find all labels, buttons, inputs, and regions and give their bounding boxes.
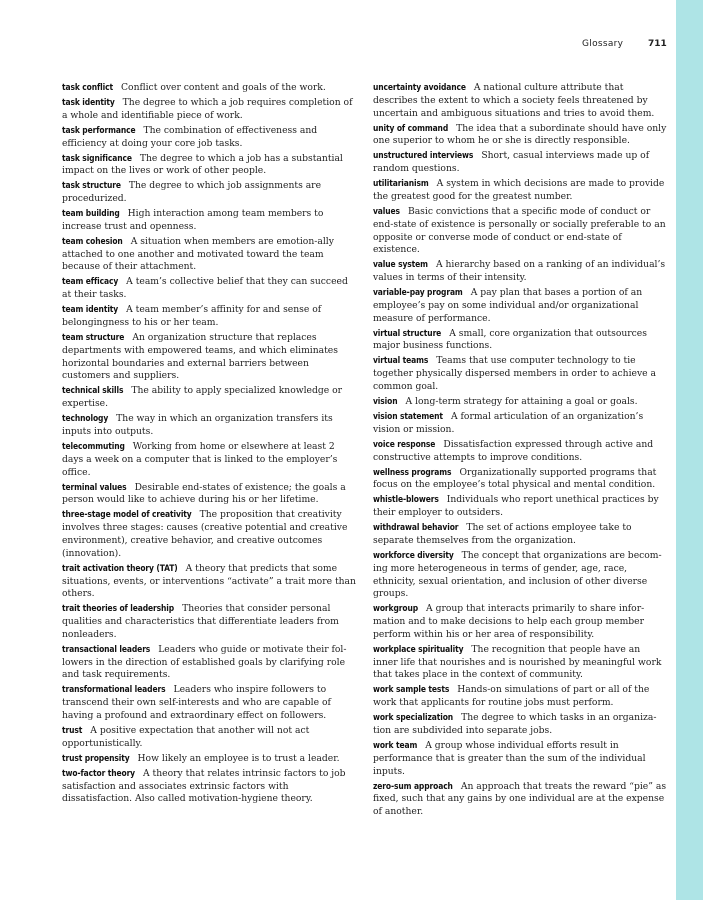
glossary-entry — [373, 438, 667, 465]
glossary-entry — [373, 122, 667, 149]
glossary-entry — [373, 177, 667, 204]
glossary-definition: A pay plan that bases a portion of an employee’s pay on some individual and/or organizational measure of performance. — [373, 287, 643, 324]
glossary-term: transformational leaders — [62, 684, 166, 695]
glossary-term: utilitarianism — [373, 178, 429, 189]
glossary-term: unstructured interviews — [373, 150, 474, 161]
glossary-term: trait theories of leadership — [62, 603, 175, 614]
glossary-entry — [62, 767, 356, 806]
glossary-term: task identity — [62, 96, 115, 107]
glossary-definition: A system in which decisions are made to provide the greatest good for the greatest number. — [373, 178, 665, 202]
glossary-entry — [62, 303, 356, 330]
glossary-definition: Basic convictions that a specific mode of conduct or end-state of existence is personally or socially preferable to an opposite or converse mode of conduct or end-state of existence. — [373, 205, 666, 256]
glossary-term: workforce diversity — [373, 549, 454, 560]
glossary-definition: A positive expectation that another will not act opportunistically. — [62, 725, 310, 749]
glossary-definition: An approach that treats the reward “pie” as fixed, such that any gains by one individual are at the expense of another. — [373, 780, 667, 818]
glossary-term: two-factor theory — [62, 767, 135, 778]
glossary-entry — [373, 466, 667, 493]
glossary-entry — [373, 549, 667, 601]
glossary-definition: How likely an employee is to trust a leader. — [137, 752, 340, 764]
glossary-term: virtual structure — [373, 327, 442, 338]
glossary-term: whistle-blowers — [373, 494, 439, 505]
glossary-definition: An organization structure that replaces departments with empowered teams, and which eliminates horizontal boundaries and external barriers between customers and suppliers. — [62, 332, 338, 382]
glossary-definition: Short, casual interviews made up of random questions. — [373, 150, 650, 175]
glossary-entry — [62, 724, 356, 751]
glossary-term: vision — [373, 396, 398, 407]
glossary-term: withdrawal behavior — [373, 522, 459, 533]
glossary-term: trait activation theory (TAT) — [62, 562, 178, 573]
glossary-entry — [373, 258, 667, 285]
glossary-entry — [373, 395, 667, 409]
glossary-entry — [373, 149, 667, 176]
glossary-entry — [62, 124, 356, 151]
glossary-definition: A formal articulation of an organization’s vision or mission. — [373, 411, 644, 435]
glossary-definition: A theory that relates intrinsic factors to job satisfaction and associates extrinsic factors with dissatisfaction. Also called motivation-hygiene theory. — [62, 767, 346, 805]
glossary-entry — [373, 739, 667, 778]
glossary-term: zero-sum approach — [373, 780, 453, 791]
glossary-entry — [373, 643, 667, 682]
glossary-definition: A small, core organization that outsources major business functions. — [373, 327, 647, 352]
glossary-term: terminal values — [62, 481, 127, 492]
glossary-term: task performance — [62, 124, 136, 135]
glossary-entry — [62, 96, 356, 123]
glossary-term: telecommuting — [62, 440, 125, 451]
glossary-column-left — [62, 81, 356, 807]
glossary-term: workplace spirituality — [373, 643, 464, 654]
glossary-term: wellness programs — [373, 466, 452, 477]
glossary-entry — [373, 602, 667, 641]
glossary-term: value system — [373, 259, 428, 270]
glossary-term: virtual teams — [373, 355, 429, 366]
glossary-entry — [62, 643, 356, 682]
glossary-term: trust propensity — [62, 752, 130, 763]
glossary-term: values — [373, 205, 400, 216]
glossary-definition: A situation when members are emotion-ally attached to one another and motivated toward the team because of their attachment. — [62, 235, 334, 273]
glossary-definition: Leaders who inspire followers to transcend their own self-interests and who are capable of having a profound and extraordinary effect on followers. — [62, 684, 331, 722]
glossary-definition: The way in which an organization transfers its inputs into outputs. — [62, 413, 333, 437]
glossary-definition: Theories that consider personal qualities and characteristics that differentiate leaders from nonleaders. — [62, 603, 339, 640]
glossary-term: workgroup — [373, 603, 419, 614]
glossary-definition: The concept that organizations are becom-ing more heterogeneous in terms of gender, age, race, ethnicity, sexual orientation, and inclusion of other diverse groups. — [373, 549, 662, 600]
glossary-definition: Leaders who guide or motivate their fol-lowers in the direction of established goals by clarifying role and task requirements. — [62, 643, 347, 681]
glossary-term: voice response — [373, 438, 436, 449]
page-number: 711 — [648, 39, 667, 49]
glossary-entry — [373, 286, 667, 325]
glossary-term: work specialization — [373, 712, 454, 723]
glossary-definition: High interaction among team members to increase trust and openness. — [62, 208, 324, 232]
glossary-term: work team — [373, 740, 418, 750]
glossary-definition: The ability to apply specialized knowledge or expertise. — [62, 385, 343, 410]
glossary-term: technical skills — [62, 385, 124, 396]
glossary-term: task conflict — [62, 82, 114, 92]
glossary-definition: Desirable end-states of existence; the goals a person would like to achieve during his or her lifetime. — [62, 481, 346, 506]
glossary-definition: Teams that use computer technology to tie together physically dispersed members in order to achieve a common goal. — [373, 355, 656, 393]
glossary-entry — [373, 493, 667, 520]
glossary-term: uncertainty avoidance — [373, 82, 466, 92]
glossary-entry — [62, 384, 356, 411]
glossary-definition: The recognition that people have an inner life that nourishes and is nourished by meaningful work that takes place in the context of community. — [373, 643, 662, 681]
section-title: Glossary — [582, 39, 624, 49]
glossary-definition: Organizationally supported programs that focus on the employee’s total physical and mental condition. — [373, 466, 657, 491]
glossary-term: trust — [62, 725, 83, 736]
glossary-entry — [62, 440, 356, 479]
glossary-definition: A hierarchy based on a ranking of an individual’s values in terms of their intensity. — [373, 259, 666, 284]
glossary-term: team building — [62, 208, 120, 219]
glossary-entry — [373, 354, 667, 393]
glossary-entry — [62, 481, 356, 508]
glossary-definition: A team’s collective belief that they can succeed at their tasks. — [62, 276, 348, 301]
glossary-definition: A group whose individual efforts result in performance that is greater than the sum of the individual inputs. — [373, 740, 646, 777]
glossary-definition: The proposition that creativity involves three stages: causes (creative potential and creative environment), creative behavior, and creative outcomes (innovation). — [62, 509, 348, 559]
glossary-entry — [373, 711, 667, 738]
glossary-term: vision statement — [373, 411, 443, 421]
glossary-term: task structure — [62, 180, 121, 191]
glossary-term: team efficacy — [62, 276, 119, 287]
glossary-term: variable-pay program — [373, 287, 463, 298]
glossary-term: technology — [62, 413, 109, 424]
glossary-entry — [62, 235, 356, 274]
glossary-definition: A team member’s affinity for and sense of belongingness to his or her team. — [62, 304, 322, 329]
glossary-entry — [62, 152, 356, 179]
glossary-definition: The combination of effectiveness and efficiency at doing your core job tasks. — [62, 124, 318, 149]
glossary-term: transactional leaders — [62, 643, 151, 654]
glossary-entry — [62, 508, 356, 560]
glossary-definition: A theory that predicts that some situations, events, or interventions “activate” a trait more than others. — [62, 562, 356, 600]
glossary-column-right — [373, 81, 667, 820]
glossary-entry — [62, 331, 356, 383]
glossary-entry — [373, 410, 667, 437]
glossary-entry — [62, 207, 356, 234]
glossary-term: work sample tests — [373, 684, 450, 695]
glossary-term: task significance — [62, 152, 132, 163]
glossary-entry — [373, 327, 667, 354]
glossary-term: team structure — [62, 332, 125, 343]
glossary-entry — [373, 780, 667, 819]
glossary-definition: The idea that a subordinate should have only one superior to whom he or she is directly responsible. — [373, 122, 667, 147]
glossary-entry — [373, 81, 667, 120]
glossary-definition: Conflict over content and goals of the work. — [121, 82, 326, 93]
glossary-definition: A national culture attribute that describes the extent to which a society feels threatened by uncertain and ambiguous situations and tries to avoid them. — [373, 82, 655, 119]
glossary-entry — [373, 205, 667, 257]
glossary-entry — [62, 683, 356, 722]
glossary-definition: The degree to which a job requires completion of a whole and identifiable piece of work. — [62, 96, 353, 121]
page-edge-color-band — [676, 0, 703, 900]
glossary-entry — [62, 412, 356, 439]
glossary-definition: Individuals who report unethical practices by their employer to outsiders. — [373, 494, 659, 519]
glossary-entry — [62, 562, 356, 601]
glossary-term: team identity — [62, 304, 119, 315]
glossary-entry — [373, 521, 667, 548]
glossary-definition: The set of actions employee take to separate themselves from the organization. — [373, 522, 632, 546]
glossary-entry — [62, 752, 356, 766]
glossary-entry — [62, 81, 356, 95]
glossary-term: team cohesion — [62, 235, 123, 246]
glossary-term: unity of command — [373, 122, 449, 133]
glossary-entry — [62, 179, 356, 206]
glossary-definition: Working from home or elsewhere at least 2 days a week on a computer that is linked to the employer’s office. — [62, 440, 338, 478]
glossary-entry — [62, 275, 356, 302]
glossary-definition: The degree to which a job has a substantial impact on the lives or work of other people. — [62, 152, 343, 177]
glossary-definition: Hands-on simulations of part or all of the work that applicants for routine jobs must perform. — [373, 684, 650, 709]
glossary-definition: The degree to which tasks in an organiza-tion are subdivided into separate jobs. — [373, 712, 657, 737]
glossary-definition: A group that interacts primarily to share infor-mation and to make decisions to help each group member perform within his or her area of responsibility. — [373, 603, 645, 640]
glossary-definition: A long-term strategy for attaining a goal or goals. — [405, 396, 638, 408]
glossary-definition: The degree to which job assignments are procedurized. — [62, 180, 322, 205]
glossary-term: three-stage model of creativity — [62, 509, 192, 520]
glossary-entry — [373, 683, 667, 710]
glossary-definition: Dissatisfaction expressed through active and constructive attempts to improve conditions. — [373, 438, 654, 463]
glossary-entry — [62, 602, 356, 641]
